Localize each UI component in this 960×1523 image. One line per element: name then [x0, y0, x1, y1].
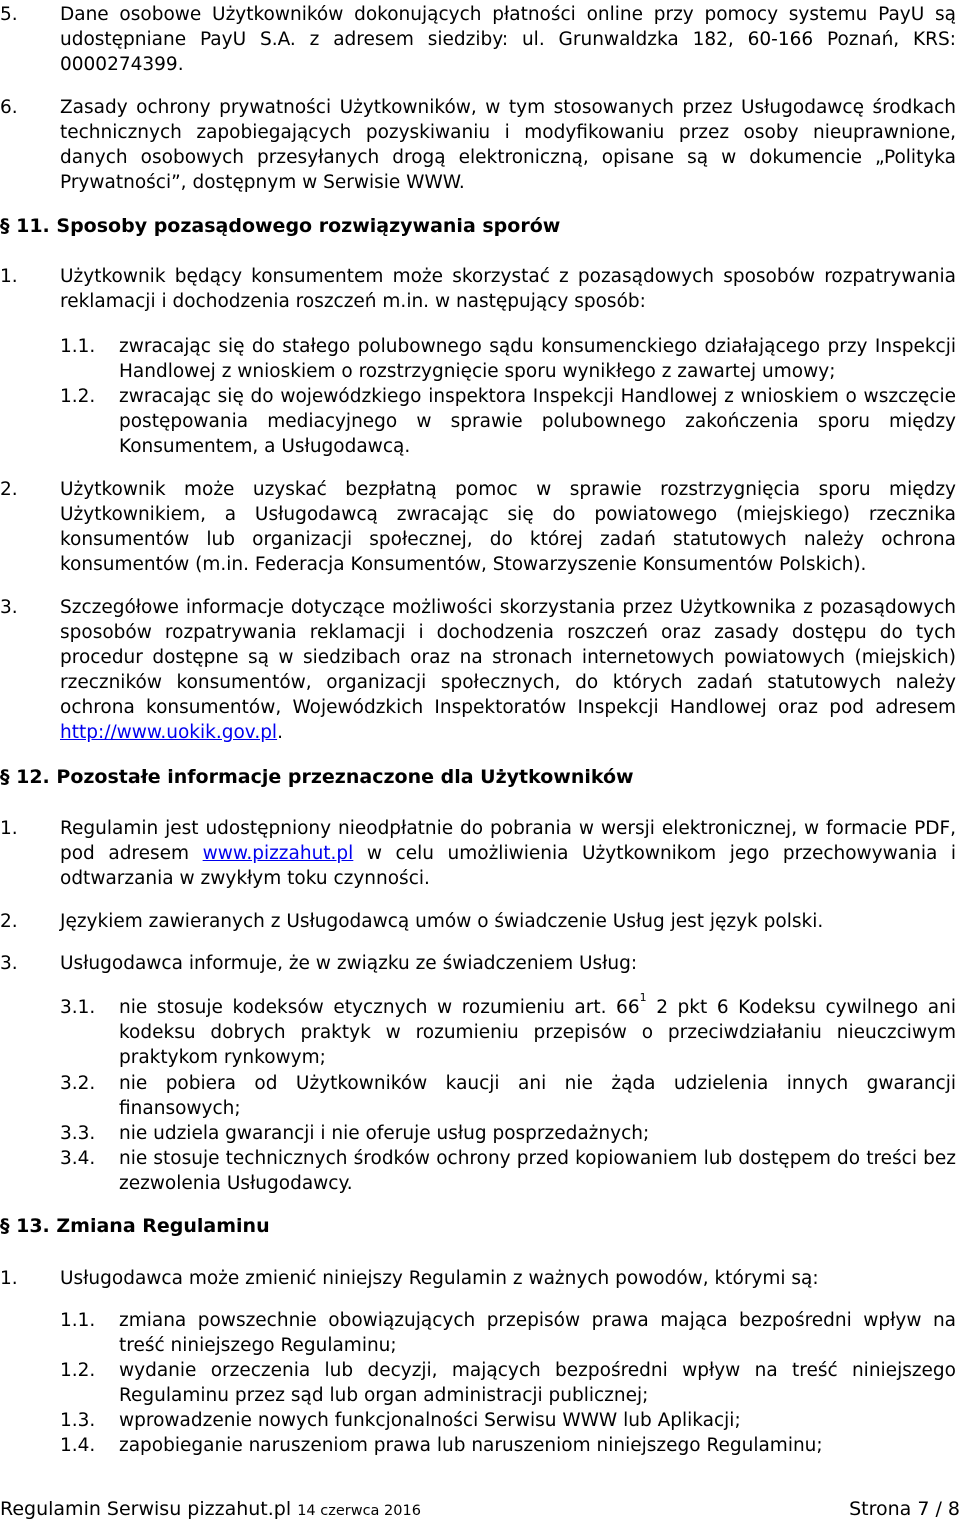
subitem-text: zapobieganie naruszeniom prawa lub naruszeniom niniejszego Regulaminu;: [119, 1435, 823, 1456]
footer-title-block: [0, 1497, 421, 1523]
item-number: 1.: [0, 818, 18, 839]
item-number: 6.: [0, 97, 18, 118]
footer-date: 14 czerwca 2016: [297, 1503, 421, 1519]
paragraph: Użytkownik będący konsumentem może skorzystać z pozasądowych sposobów rozpatrywania reklamacji i dochodzenia roszczeń m.in. w następujący sposób:: [60, 266, 956, 312]
subitem-text-part: 2 pkt 6 Kodeksu cywilnego ani kodeksu dobrych praktyk w rozumieniu przepisów o przeciwdziałaniu nieuczciwym praktykom rynkowym;: [119, 997, 956, 1068]
section-heading-13: § 13. Zmiana Regulaminu: [0, 1215, 270, 1237]
item-number: 2.: [0, 911, 18, 932]
subitem-number: 1.2.: [60, 1360, 96, 1381]
item-number: 1.: [0, 1268, 18, 1289]
item-number: 1.: [0, 266, 18, 287]
subitem-text: nie stosuje technicznych środków ochrony przed kopiowaniem lub dostępem do treści bez zezwolenia Usługodawcy.: [119, 1148, 956, 1194]
paragraph: [60, 816, 956, 891]
paragraph-text: Szczegółowe informacje dotyczące możliwości skorzystania przez Użytkownika z pozasądowych sposobów rozpatrywania reklamacji i dochodzenia roszczeń oraz zasady dostępu do tych procedur dostępne są w siedzibach oraz na stronach internetowych powiatowych (miejskich) rzeczników konsumentów, organizacji społecznych, do których zadań statutowych należy ochrona konsumentów, Wojewódzkich Inspektoratów Inspekcji Handlowej oraz pod adresem: [60, 597, 956, 718]
item-number: 3.: [0, 953, 18, 974]
section-heading-12: § 12. Pozostałe informacje przeznaczone dla Użytkowników: [0, 766, 634, 788]
subitem-number: 1.2.: [60, 386, 96, 407]
paragraph: Zasady ochrony prywatności Użytkowników, w tym stosowanych przez Usługodawcę środkach technicznych zapobiegających pozyskiwaniu i modyfikowaniu przez osoby nieuprawnione, danych osobowych przesyłanych drogą elektroniczną, opisane są w dokumencie „Polityka Prywatności”, dostępnym w Serwisie WWW.: [60, 97, 956, 193]
subitem-text: wydanie orzeczenia lub decyzji, mających bezpośredni wpływ na treść niniejszego Regulaminu przez sąd lub organ administracji publicznej;: [119, 1360, 956, 1406]
subitem-text: nie pobiera od Użytkowników kaucji ani nie żąda udzielenia innych gwarancji finansowych;: [119, 1073, 956, 1119]
subitem-number: 3.1.: [60, 997, 96, 1018]
page-number: Strona 7 / 8: [849, 1498, 960, 1520]
item-number: 5.: [0, 4, 18, 25]
subitem-text: zwracając się do wojewódzkiego inspektora Inspekcji Handlowej z wnioskiem o wszczęcie postępowania mediacyjnego w sprawie polubownego zakończenia sporu między Konsumentem, a Usługodawcą.: [119, 386, 956, 457]
subitem-number: 1.3.: [60, 1410, 96, 1431]
item-number: 2.: [0, 479, 18, 500]
subitem-number: 3.2.: [60, 1073, 96, 1094]
paragraph: Użytkownik może uzyskać bezpłatną pomoc w sprawie rozstrzygnięcia sporu między Użytkownikiem, a Usługodawcą zwracając się do powiatowego (miejskiego) rzecznika konsumentów lub organizacji społecznej, do której zadań statutowych należy ochrona konsumentów (m.in. Federacja Konsumentów, Stowarzyszenie Konsumentów Polskich).: [60, 479, 956, 575]
subitem-number: 1.1.: [60, 1310, 96, 1331]
subitem-text: wprowadzenie nowych funkcjonalności Serwisu WWW lub Aplikacji;: [119, 1410, 741, 1431]
subitem-text: nie udziela gwarancji i nie oferuje usług posprzedażnych;: [119, 1123, 650, 1144]
subitem-number: 1.4.: [60, 1435, 96, 1456]
paragraph-text: w celu umożliwienia Użytkownikom jego przechowywania i odtwarzania w zwykłym toku czynności.: [60, 843, 956, 889]
superscript: 1: [639, 991, 647, 1004]
subitem-number: 3.3.: [60, 1123, 96, 1144]
subitem-text: zwracając się do stałego polubownego sądu konsumenckiego działającego przy Inspekcji Handlowej z wnioskiem o rozstrzygnięcie sporu wynikłego z zawartej umowy;: [119, 336, 956, 382]
paragraph: Językiem zawieranych z Usługodawcą umów o świadczenie Usług jest język polski.: [60, 911, 824, 932]
subitem-text: zmiana powszechnie obowiązujących przepisów prawa mająca bezpośredni wpływ na treść niniejszego Regulaminu;: [119, 1310, 956, 1356]
section-heading-11: § 11. Sposoby pozasądowego rozwiązywania sporów: [0, 215, 561, 237]
subitem-number: 3.4.: [60, 1148, 96, 1169]
paragraph-end: .: [277, 722, 283, 743]
subitem-text: [119, 991, 956, 1070]
paragraph: Dane osobowe Użytkowników dokonujących płatności online przy pomocy systemu PayU są udostępniane PayU S.A. z adresem siedziby: ul. Grunwaldzka 182, 60-166 Poznań, KRS: 0000274399.: [60, 4, 956, 75]
subitem-text-part: nie stosuje kodeksów etycznych w rozumieniu art. 66: [119, 997, 640, 1018]
paragraph-text: Regulamin jest udostępniony nieodpłatnie do pobrania w wersji elektronicznej, w formacie PDF, pod adresem: [60, 818, 956, 864]
footer-title: Regulamin Serwisu pizzahut.pl: [0, 1498, 292, 1520]
item-number: 3.: [0, 597, 18, 618]
pizzahut-link[interactable]: www.pizzahut.pl: [202, 843, 354, 864]
paragraph: [60, 595, 956, 745]
paragraph: Usługodawca informuje, że w związku ze świadczeniem Usług:: [60, 953, 638, 974]
uokik-link[interactable]: http://www.uokik.gov.pl: [60, 722, 278, 743]
subitem-number: 1.1.: [60, 336, 96, 357]
paragraph: Usługodawca może zmienić niniejszy Regulamin z ważnych powodów, którymi są:: [60, 1268, 819, 1289]
